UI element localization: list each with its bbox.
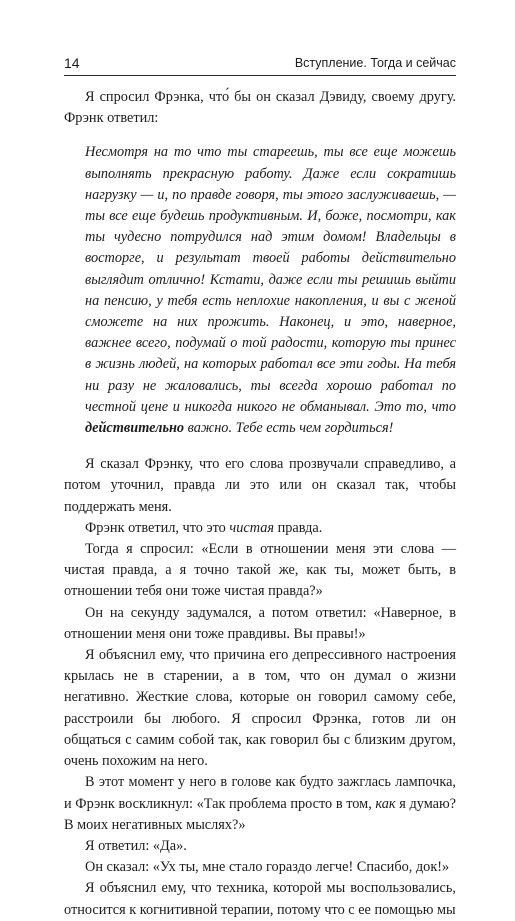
paragraph: Я объяснил ему, что причина его депрессивного настроения крылась не в старении, а в том, что он думал о жизни негативно. Жесткие слова, которые он говорил самому себе, расстроили бы любого. Я спросил Фрэнка, готов ли он общаться с самим собой так, как говорил бы с близким другом, очень похожим на него. [64,647,456,770]
text: Фрэнк ответил, что это [85,519,230,536]
block-quote [85,142,456,439]
page-number: 14 [64,55,80,71]
text: правда. [274,519,323,536]
paragraph [64,772,456,836]
quote-emphasis: действительно [85,420,185,437]
paragraph: Он сказал: «Ух ты, мне стало гораздо легче! Спасибо, док!» [85,859,450,876]
intro-paragraph: Я спросил Фрэнка, что́ бы он сказал Дэвиду, своему другу. Фрэнк ответил: [64,89,456,127]
emphasis: чистая [229,519,275,536]
page-body [64,87,456,921]
quote-text: Несмотря на то что ты стареешь, ты все еще можешь выполнять прекрасную работу. Даже если сократишь нагрузку — и, по правде говоря, ты этого заслуживаешь, — ты все еще будешь продуктивным. И, боже, посмотри, как ты чудесно потрудился над этим домом! Владельцы в восторге, и результат твоей работы действительно выглядит отлично! Кстати, даже если ты решишь выйти на пенсию, у тебя есть неплохие накопления, и вы с женой сможете на них прожить. Наконец, и это, наверное, важнее всего, подумай о той радости, которую ты принес в жизнь людей, на которых работал все эти годы. На тебя ни разу не жаловались, ты всегда хорошо работал по честной цене и никогда никого не обманывал. Это то, что [85,144,456,415]
paragraph: Я сказал Фрэнку, что его слова прозвучали справедливо, а потом уточнил, правда ли это или он сказал так, чтобы поддержать меня. [64,456,456,515]
paragraph: Тогда я спросил: «Если в отношении меня эти слова — чистая правда, а я точно такой же, как ты, может быть, в отношении тебя они тоже чистая правда?» [64,541,456,600]
text: В этот момент у него в голове как будто зажглась лампочка, и Фрэнк воскликнул: «Так проблема просто в том, [64,774,456,812]
emphasis: как [375,795,396,812]
running-header [64,53,456,76]
paragraph [64,518,456,539]
quote-text-end: важно. Тебе есть чем гордиться! [184,420,394,437]
chapter-title: Вступление. Тогда и сейчас [294,56,456,70]
text: я думаю? В моих негативных мыслях?» [64,795,457,833]
paragraph: Я ответил: «Да». [85,837,187,854]
paragraph: Он на секунду задумался, а потом ответил: «Наверное, в отношении меня они тоже правдивы. Вы правы!» [64,604,456,642]
paragraph: Я объяснил ему, что техника, которой мы воспользовались, относится к когнитивной терапии, потому что с ее помощью мы [64,880,456,918]
